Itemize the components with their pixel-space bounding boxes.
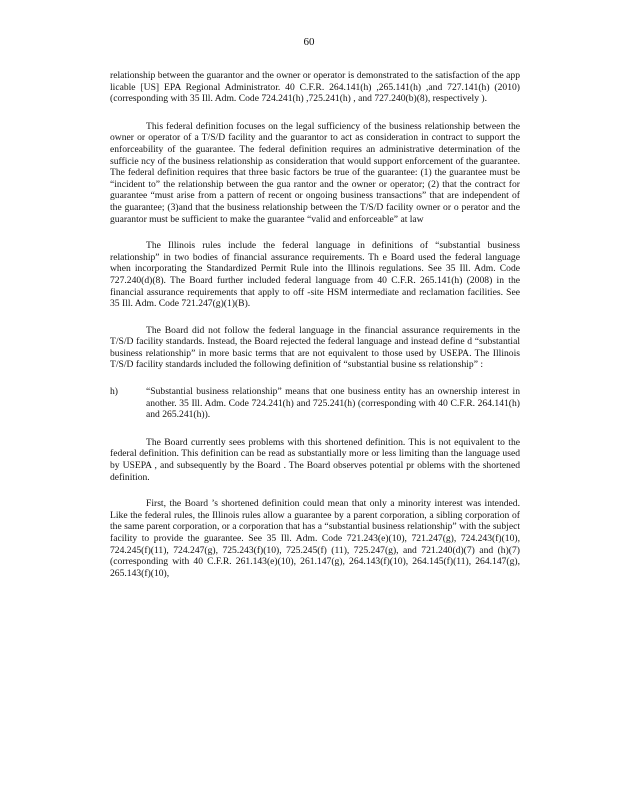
definition-letter: h): [110, 386, 118, 398]
paragraph-federal-definition: This federal definition focuses on the legal sufficiency of the business relationship between the owner or operator of a T/S/D facility and the guarantor to act as consideration in contract to support the enforceability of the guarantee. The federal definition requires an administrative determination of the sufficie ncy of the business relationship as consideration that would support enforcement of the guarantee. The federal definition requires that three basic factors be true of the guarantee: (1) the guarantee must be “incident to” the relationship between the gua rantor and the owner or operator; (2) that the contract for guarantee “must arise from a pattern of recent or ongoing business transactions” that are independent of the guarantee; (3)and that the business relationship between the T/S/D facility owner or o perator and the guarantor must be sufficient to make the guarantee “valid and enforceable” at law: [110, 120, 520, 225]
definition-text: “Substantial business relationship” means that one business entity has an ownership interest in another. 35 Ill. Adm. Code 724.241(h) and 725.241(h) (corresponding with 40 C.F.R. 264.141(h) and 265.241(h)).: [146, 386, 520, 421]
paragraph-illinois-rules: The Illinois rules include the federal language in definitions of “substantial business relationship” in two bodies of financial assurance requirements. Th e Board used the federal language when incorporating the Standardized Permit Rule into the Illinois regulations. See 35 Ill. Adm. Code 727.240(d)(8). The Board further included federal language from 40 C.F.R. 265.141(h) (2008) in the financial assurance requirements that apply to off -site HSM intermediate and reclamation facilities. See 35 Ill. Adm. Code 721.247(g)(1)(B).: [110, 240, 520, 310]
page-body: [110, 70, 520, 594]
paragraph-board-problems: The Board currently sees problems with this shortened definition. This is not equivalent to the federal definition. This definition can be read as substantially more or less limiting than the language used by USEPA , and subsequently by the Board . The Board observes potential pr oblems with the shortened definition.: [110, 436, 520, 483]
definition-block: [110, 386, 520, 421]
page-number: 60: [303, 36, 315, 48]
paragraph-board-did-not-follow: The Board did not follow the federal language in the financial assurance requirements in the T/S/D facility standards. Instead, the Board rejected the federal language and instead define d “substantial business relationship” in more basic terms that are not equivalent to those used by USEPA. The Illinois T/S/D facility standards included the following definition of “substantial busine ss relationship” :: [110, 324, 520, 371]
paragraph-minority-interest: First, the Board ’s shortened definition could mean that only a minority interest was intended. Like the federal rules, the Illinois rules allow a guarantee by a parent corporation, a sibling corporation of the same parent corporation, or a corporation that has a “substantial business relationship” with the subject facility to provide the guarantee. See 35 Ill. Adm. Code 721.243(e)(10), 721.247(g), 724.243(f)(10), 724.245(f)(11), 724.247(g), 725.243(f)(10), 725.245(f) (11), 725.247(g), and 721.240(d)(7) and (h)(7) (corresponding with 40 C.F.R. 261.143(e)(10), 261.147(g), 264.143(f)(10), 264.145(f)(11), 264.147(g), 265.143(f)(10),: [110, 498, 520, 579]
paragraph-continuation: relationship between the guarantor and the owner or operator is demonstrated to the satisfaction of the app licable [US] EPA Regional Administrator. 40 C.F.R. 264.141(h) ,265.141(h) ,and 727.141(h) (2010) (corresponding with 35 Ill. Adm. Code 724.241(h) ,725.241(h) , and 727.240(b)(8), respectively ).: [110, 70, 520, 105]
